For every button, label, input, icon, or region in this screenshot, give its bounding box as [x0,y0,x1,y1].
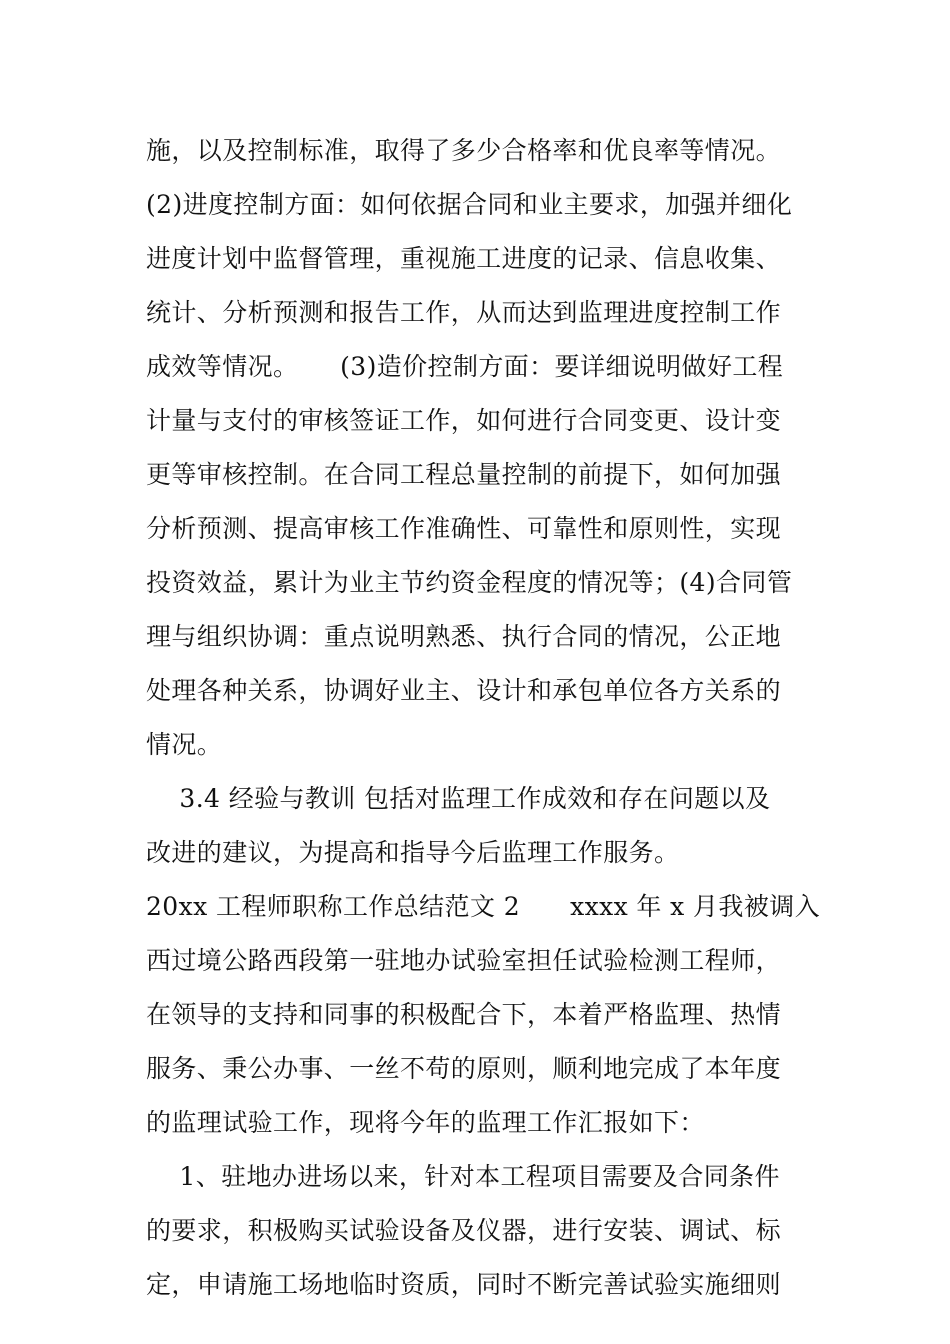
text-line: 投资效益，累计为业主节约资金程度的情况等；(4)合同管 [146,568,793,597]
text-line: 计量与支付的审核签证工作，如何进行合同变更、设计变 [146,406,782,435]
text-line: 进度计划中监督管理，重视施工进度的记录、信息收集、 [146,244,782,273]
text-line: 分析预测、提高审核工作准确性、可靠性和原则性，实现 [146,514,782,543]
body-text [146,124,821,1312]
text-line: 理与组织协调：重点说明熟悉、执行合同的情况，公正地 [146,622,782,651]
section-heading-line: 3.4 经验与教训 包括对监理工作成效和存在问题以及 [146,784,771,813]
text-line: 的监理试验工作，现将今年的监理工作汇报如下： [146,1108,705,1137]
list-item-line: 1、驻地办进场以来，针对本工程项目需要及合同条件 [146,1162,780,1191]
text-line: 施，以及控制标准，取得了多少合格率和优良率等情况。 [146,136,782,165]
text-line: 在领导的支持和同事的积极配合下，本着严格监理、热情 [146,1000,782,1029]
article-title-line: 20xx 工程师职称工作总结范文 2 xxxx 年 x 月我被调入 [146,892,821,921]
text-line: 的要求，积极购买试验设备及仪器，进行安装、调试、标 [146,1216,782,1245]
text-line: 处理各种关系，协调好业主、设计和承包单位各方关系的 [146,676,782,705]
text-line: 西过境公路西段第一驻地办试验室担任试验检测工程师， [146,946,782,975]
text-line: (2)进度控制方面：如何依据合同和业主要求，加强并细化 [146,190,793,219]
text-line: 情况。 [146,730,223,759]
text-line: 更等审核控制。在合同工程总量控制的前提下，如何加强 [146,460,782,489]
text-line: 统计、分析预测和报告工作，从而达到监理进度控制工作 [146,298,782,327]
text-line: 服务、秉公办事、一丝不苟的原则，顺利地完成了本年度 [146,1054,782,1083]
text-line: 改进的建议，为提高和指导今后监理工作服务。 [146,838,680,867]
text-line: 成效等情况。 (3)造价控制方面：要详细说明做好工程 [146,352,784,381]
text-line: 定，申请施工场地临时资质，同时不断完善试验实施细则 [146,1270,782,1299]
